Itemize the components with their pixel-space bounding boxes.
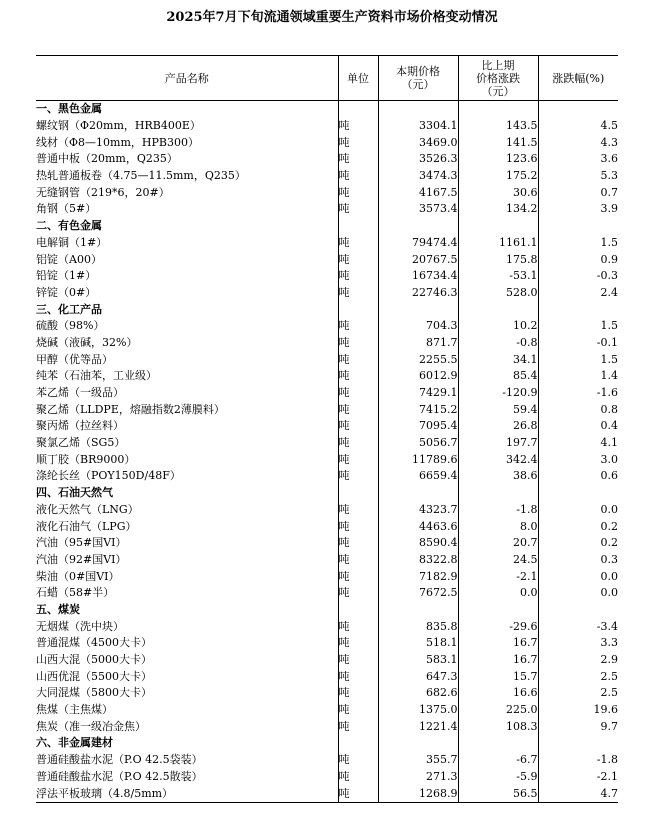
product-change: 134.2	[458, 201, 538, 218]
product-pct: -1.8	[596, 753, 618, 767]
product-pct: 3.3	[600, 636, 618, 650]
header-product-name: 产品名称	[36, 56, 338, 101]
product-pct: 5.3	[600, 169, 618, 183]
product-unit: 吨	[338, 251, 378, 268]
table-row	[36, 368, 618, 385]
product-unit: 吨	[338, 568, 378, 585]
table-row	[36, 401, 618, 418]
table-row	[36, 201, 618, 218]
table-row	[36, 685, 618, 702]
product-name: 角钢（5#）	[36, 201, 338, 218]
product-price: 4167.5	[378, 184, 458, 201]
product-change: 175.2	[458, 168, 538, 185]
product-price: 3474.3	[378, 168, 458, 185]
product-pct: 2.5	[600, 686, 618, 700]
category-price-cell	[378, 218, 458, 235]
product-pct: 0.0	[600, 586, 618, 600]
product-price: 7672.5	[378, 585, 458, 602]
product-unit: 吨	[338, 118, 378, 135]
category-unit-cell	[338, 218, 378, 235]
product-name: 甲醇（优等品）	[36, 351, 338, 368]
product-pct: 0.2	[600, 536, 618, 550]
product-pct: 1.5	[600, 319, 618, 333]
product-unit: 吨	[338, 451, 378, 468]
product-name: 聚氯乙烯（SG5）	[36, 435, 338, 452]
table-row	[36, 468, 618, 485]
table-row	[36, 552, 618, 569]
category-price-cell	[378, 602, 458, 619]
product-price: 7095.4	[378, 418, 458, 435]
table-row	[36, 535, 618, 552]
product-pct: 2.4	[600, 285, 618, 299]
product-pct: 2.9	[600, 653, 618, 667]
table-row	[36, 635, 618, 652]
product-price: 6012.9	[378, 368, 458, 385]
table-row	[36, 785, 618, 802]
product-pct: -0.1	[596, 335, 618, 349]
table-row	[36, 769, 618, 786]
category-row	[36, 301, 618, 318]
category-row	[36, 735, 618, 752]
product-pct: 4.7	[538, 785, 618, 802]
product-change: 528.0	[458, 285, 538, 302]
table-row	[36, 568, 618, 585]
product-name: 顺丁胶（BR9000）	[36, 451, 338, 468]
table-row	[36, 134, 618, 151]
category-change-cell	[458, 735, 538, 752]
product-price: 1221.4	[378, 718, 458, 735]
product-unit: 吨	[338, 268, 378, 285]
category-pct-cell	[538, 485, 618, 502]
product-pct: 0.2	[600, 519, 618, 533]
product-unit: 吨	[338, 168, 378, 185]
product-name: 焦煤（主焦煤）	[36, 702, 338, 719]
product-change: -0.8	[458, 335, 538, 352]
product-name: 苯乙烯（一级品）	[36, 385, 338, 402]
product-price: 271.3	[378, 769, 458, 786]
table-row	[36, 668, 618, 685]
product-name: 聚丙烯（拉丝料）	[36, 418, 338, 435]
product-unit: 吨	[338, 335, 378, 352]
product-change: 59.4	[458, 401, 538, 418]
category-name: 二、有色金属	[36, 218, 338, 235]
product-unit: 吨	[338, 435, 378, 452]
table-row	[36, 702, 618, 719]
category-unit-cell	[338, 735, 378, 752]
product-price: 6659.4	[378, 468, 458, 485]
table-row	[36, 518, 618, 535]
product-name: 焦炭（准一级冶金焦）	[36, 718, 338, 735]
table-row	[36, 285, 618, 302]
category-name: 三、化工产品	[36, 301, 338, 318]
product-name: 普通硅酸盐水泥（P.O 42.5散装）	[36, 769, 338, 786]
table-row	[36, 151, 618, 168]
product-pct: 1.5	[600, 352, 618, 366]
table-row	[36, 652, 618, 669]
category-change-cell	[458, 218, 538, 235]
product-name: 硫酸（98%）	[36, 318, 338, 335]
product-unit: 吨	[338, 368, 378, 385]
product-pct: 0.3	[600, 552, 618, 566]
product-change: 8.0	[458, 518, 538, 535]
product-price: 79474.4	[378, 235, 458, 252]
product-price: 5056.7	[378, 435, 458, 452]
product-change: 197.7	[458, 435, 538, 452]
product-unit: 吨	[338, 201, 378, 218]
category-name: 四、石油天然气	[36, 485, 338, 502]
product-price: 583.1	[378, 652, 458, 669]
category-unit-cell	[338, 301, 378, 318]
product-pct: -3.4	[596, 619, 618, 633]
product-change: 225.0	[458, 702, 538, 719]
product-price: 7429.1	[378, 385, 458, 402]
category-price-cell	[378, 101, 458, 118]
category-price-cell	[378, 485, 458, 502]
product-change: 34.1	[458, 351, 538, 368]
product-price: 16734.4	[378, 268, 458, 285]
product-unit: 吨	[338, 318, 378, 335]
product-pct: 1.4	[600, 369, 618, 383]
product-change: 20.7	[458, 535, 538, 552]
product-pct: 2.5	[600, 669, 618, 683]
category-pct-cell	[538, 301, 618, 318]
product-name: 山西大混（5000大卡）	[36, 652, 338, 669]
product-change: 0.0	[458, 585, 538, 602]
category-row	[36, 101, 618, 118]
product-pct: 1.5	[600, 235, 618, 249]
product-name: 螺纹钢（Φ20mm，HRB400E）	[36, 118, 338, 135]
product-unit: 吨	[338, 418, 378, 435]
product-unit: 吨	[338, 552, 378, 569]
table-row	[36, 385, 618, 402]
product-change: -29.6	[458, 618, 538, 635]
product-change: -120.9	[458, 385, 538, 402]
product-unit: 吨	[338, 702, 378, 719]
product-change: 56.5	[458, 785, 538, 802]
category-change-cell	[458, 602, 538, 619]
product-name: 石蜡（58#半）	[36, 585, 338, 602]
product-unit: 吨	[338, 635, 378, 652]
table-body	[36, 101, 618, 803]
category-row	[36, 485, 618, 502]
category-name: 一、黑色金属	[36, 101, 338, 118]
product-pct: -1.6	[596, 386, 618, 400]
product-change: 38.6	[458, 468, 538, 485]
product-change: -53.1	[458, 268, 538, 285]
product-pct: 4.5	[600, 119, 618, 133]
product-unit: 吨	[338, 668, 378, 685]
table-row	[36, 618, 618, 635]
product-price: 3573.4	[378, 201, 458, 218]
product-unit: 吨	[338, 401, 378, 418]
product-name: 汽油（95#国VI）	[36, 535, 338, 552]
product-change: 16.6	[458, 685, 538, 702]
table-header-row	[36, 56, 618, 101]
product-name: 柴油（0#国VI）	[36, 568, 338, 585]
product-pct: 0.8	[600, 402, 618, 416]
product-change: 143.5	[458, 118, 538, 135]
category-pct-cell	[538, 218, 618, 235]
table-row	[36, 318, 618, 335]
product-unit: 吨	[338, 685, 378, 702]
product-name: 涤纶长丝（POY150D/48F）	[36, 468, 338, 485]
product-pct: 0.0	[600, 502, 618, 516]
product-pct: 4.3	[600, 135, 618, 149]
category-row	[36, 602, 618, 619]
category-change-cell	[458, 485, 538, 502]
category-unit-cell	[338, 101, 378, 118]
category-row	[36, 218, 618, 235]
product-price: 704.3	[378, 318, 458, 335]
product-pct: 4.1	[600, 436, 618, 450]
product-price: 647.3	[378, 668, 458, 685]
product-unit: 吨	[338, 184, 378, 201]
product-name: 铝锭（A00）	[36, 251, 338, 268]
table-row	[36, 118, 618, 135]
category-name: 五、煤炭	[36, 602, 338, 619]
product-price: 3469.0	[378, 134, 458, 151]
product-name: 普通混煤（4500大卡）	[36, 635, 338, 652]
product-change: 141.5	[458, 134, 538, 151]
product-price: 7415.2	[378, 401, 458, 418]
product-pct: 0.7	[600, 185, 618, 199]
product-unit: 吨	[338, 502, 378, 519]
category-unit-cell	[338, 602, 378, 619]
category-change-cell	[458, 301, 538, 318]
table-row	[36, 718, 618, 735]
table-row	[36, 251, 618, 268]
product-price: 3304.1	[378, 118, 458, 135]
product-name: 锌锭（0#）	[36, 285, 338, 302]
product-price: 4323.7	[378, 502, 458, 519]
category-price-cell	[378, 735, 458, 752]
product-name: 纯苯（石油苯，工业级）	[36, 368, 338, 385]
product-name: 无烟煤（洗中块）	[36, 618, 338, 635]
product-price: 8590.4	[378, 535, 458, 552]
product-unit: 吨	[338, 518, 378, 535]
product-pct: 3.9	[600, 202, 618, 216]
page-title: 2025年7月下旬流通领域重要生产资料市场价格变动情况	[166, 10, 498, 25]
product-change: -6.7	[458, 752, 538, 769]
table-row	[36, 418, 618, 435]
product-pct: 19.6	[593, 703, 618, 717]
product-name: 线材（Φ8—10mm，HPB300）	[36, 134, 338, 151]
product-unit: 吨	[338, 285, 378, 302]
product-unit: 吨	[338, 535, 378, 552]
product-change: 26.8	[458, 418, 538, 435]
product-change: 175.8	[458, 251, 538, 268]
product-name: 铅锭（1#）	[36, 268, 338, 285]
product-pct: -0.3	[596, 269, 618, 283]
product-price: 1268.9	[378, 785, 458, 802]
category-price-cell	[378, 301, 458, 318]
product-price: 871.7	[378, 335, 458, 352]
product-unit: 吨	[338, 785, 378, 802]
product-price: 518.1	[378, 635, 458, 652]
product-change: 24.5	[458, 552, 538, 569]
product-pct: -2.1	[596, 769, 618, 783]
table-row	[36, 752, 618, 769]
product-pct: 3.0	[600, 452, 618, 466]
product-price: 22746.3	[378, 285, 458, 302]
product-change: 15.7	[458, 668, 538, 685]
product-unit: 吨	[338, 351, 378, 368]
table-row	[36, 451, 618, 468]
product-name: 电解铜（1#）	[36, 235, 338, 252]
product-pct: 0.9	[600, 252, 618, 266]
product-price: 355.7	[378, 752, 458, 769]
product-price: 2255.5	[378, 351, 458, 368]
product-unit: 吨	[338, 468, 378, 485]
product-pct: 0.6	[600, 469, 618, 483]
product-name: 普通硅酸盐水泥（P.O 42.5袋装）	[36, 752, 338, 769]
product-pct: 9.7	[600, 719, 618, 733]
table-row	[36, 184, 618, 201]
product-price: 11789.6	[378, 451, 458, 468]
product-price: 8322.8	[378, 552, 458, 569]
product-change: 16.7	[458, 652, 538, 669]
product-change: 1161.1	[458, 235, 538, 252]
product-pct: 0.0	[600, 569, 618, 583]
product-unit: 吨	[338, 235, 378, 252]
product-name: 烧碱（液碱，32%）	[36, 335, 338, 352]
product-unit: 吨	[338, 718, 378, 735]
header-change: 比上期 价格涨跌 （元）	[458, 56, 538, 101]
product-pct: 0.4	[600, 419, 618, 433]
header-price: 本期价格 （元）	[378, 56, 458, 101]
table-row	[36, 268, 618, 285]
category-change-cell	[458, 101, 538, 118]
product-name: 普通中板（20mm，Q235）	[36, 151, 338, 168]
product-unit: 吨	[338, 151, 378, 168]
product-name: 大同混煤（5800大卡）	[36, 685, 338, 702]
category-name: 六、非金属建材	[36, 735, 338, 752]
category-pct-cell	[538, 602, 618, 619]
product-price: 7182.9	[378, 568, 458, 585]
table-row	[36, 351, 618, 368]
product-change: -5.9	[458, 769, 538, 786]
product-pct: 3.6	[600, 152, 618, 166]
product-change: 108.3	[458, 718, 538, 735]
product-name: 汽油（92#国VI）	[36, 552, 338, 569]
product-price: 20767.5	[378, 251, 458, 268]
product-unit: 吨	[338, 652, 378, 669]
product-price: 3526.3	[378, 151, 458, 168]
product-change: 10.2	[458, 318, 538, 335]
product-change: 85.4	[458, 368, 538, 385]
product-change: 123.6	[458, 151, 538, 168]
table-row	[36, 585, 618, 602]
category-unit-cell	[338, 485, 378, 502]
product-name: 山西优混（5500大卡）	[36, 668, 338, 685]
product-unit: 吨	[338, 618, 378, 635]
product-name: 热轧普通板卷（4.75—11.5mm，Q235）	[36, 168, 338, 185]
product-price: 682.6	[378, 685, 458, 702]
product-price: 835.8	[378, 618, 458, 635]
product-change: -2.1	[458, 568, 538, 585]
product-unit: 吨	[338, 585, 378, 602]
product-unit: 吨	[338, 385, 378, 402]
table-row	[36, 502, 618, 519]
product-unit: 吨	[338, 769, 378, 786]
price-table	[36, 55, 618, 803]
product-change: 30.6	[458, 184, 538, 201]
table-row	[36, 335, 618, 352]
header-pct: 涨跌幅(%)	[538, 56, 618, 101]
table-row	[36, 168, 618, 185]
header-unit: 单位	[338, 56, 378, 101]
product-name: 浮法平板玻璃（4.8/5mm）	[36, 785, 338, 802]
product-name: 聚乙烯（LLDPE，熔融指数2薄膜料）	[36, 401, 338, 418]
product-unit: 吨	[338, 752, 378, 769]
product-price: 1375.0	[378, 702, 458, 719]
product-name: 液化石油气（LPG）	[36, 518, 338, 535]
category-pct-cell	[538, 101, 618, 118]
category-pct-cell	[538, 735, 618, 752]
table-row	[36, 435, 618, 452]
product-price: 4463.6	[378, 518, 458, 535]
product-unit: 吨	[338, 134, 378, 151]
product-name: 无缝钢管（219*6，20#）	[36, 184, 338, 201]
table-row	[36, 235, 618, 252]
product-change: 342.4	[458, 451, 538, 468]
product-change: 16.7	[458, 635, 538, 652]
product-change: -1.8	[458, 502, 538, 519]
product-name: 液化天然气（LNG）	[36, 502, 338, 519]
